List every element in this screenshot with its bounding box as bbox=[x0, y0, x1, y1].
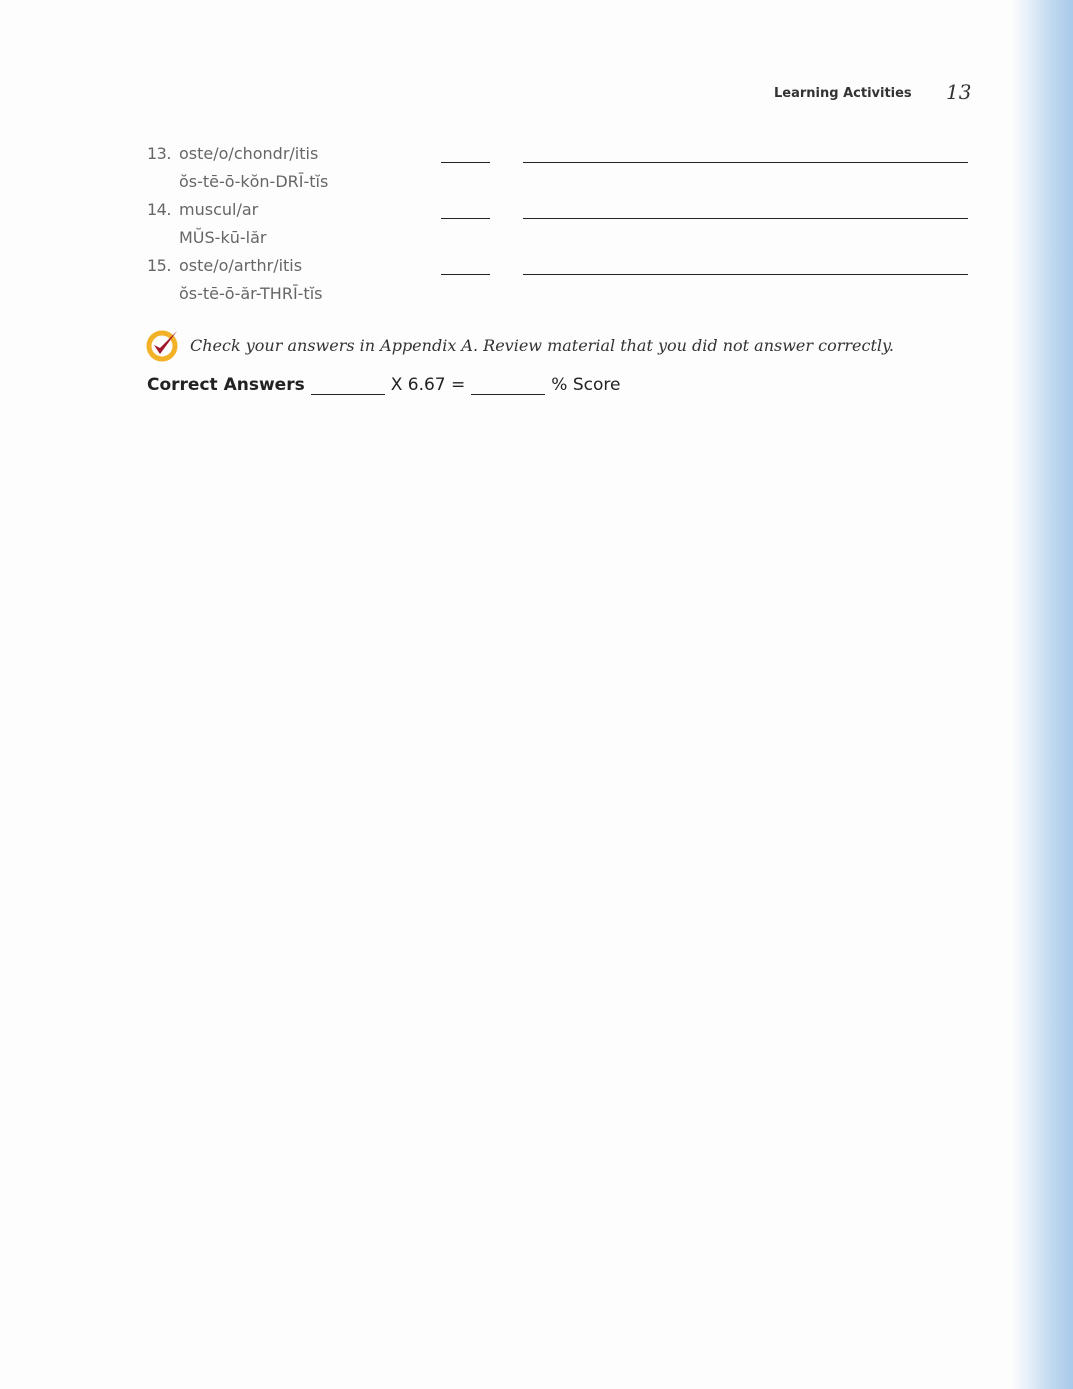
exercise-item bbox=[147, 197, 972, 253]
exercise-term: oste/o/arthr/itis bbox=[179, 256, 303, 275]
exercise-list bbox=[147, 141, 972, 309]
answer-blank-long[interactable] bbox=[523, 162, 968, 163]
exercise-number: 14. bbox=[147, 200, 171, 219]
answer-blank-long[interactable] bbox=[523, 274, 968, 275]
running-head-title: Learning Activities bbox=[774, 86, 912, 101]
exercise-term: muscul/ar bbox=[179, 200, 259, 219]
exercise-number: 13. bbox=[147, 144, 171, 163]
answer-blank-long[interactable] bbox=[523, 218, 968, 219]
score-suffix: % Score bbox=[551, 375, 621, 395]
exercise-item bbox=[147, 253, 972, 309]
check-answers-note bbox=[146, 328, 894, 362]
score-multiplier: X 6.67 = bbox=[390, 375, 466, 395]
check-answers-text: Check your answers in Appendix A. Review material that you did not answer correctly. bbox=[190, 335, 894, 355]
score-line bbox=[147, 375, 620, 395]
checkmark-icon bbox=[146, 328, 180, 362]
exercise-pronunciation: ŏs-tē-ō-ăr-THRĪ-tĭs bbox=[179, 284, 323, 303]
page-edge-gradient bbox=[1011, 0, 1073, 1389]
exercise-pronunciation: ŏs-tē-ō-kŏn-DRĪ-tĭs bbox=[179, 172, 329, 191]
score-result-blank[interactable] bbox=[471, 380, 545, 395]
exercise-term: oste/o/chondr/itis bbox=[179, 144, 319, 163]
answer-blank-short[interactable] bbox=[441, 218, 490, 219]
exercise-pronunciation: MŬS-kū-lăr bbox=[179, 228, 267, 247]
correct-answers-blank[interactable] bbox=[311, 380, 385, 395]
answer-blank-short[interactable] bbox=[441, 274, 490, 275]
answer-blank-short[interactable] bbox=[441, 162, 490, 163]
exercise-item bbox=[147, 141, 972, 197]
exercise-number: 15. bbox=[147, 256, 171, 275]
page-number: 13 bbox=[946, 80, 972, 104]
correct-answers-label: Correct Answers bbox=[147, 375, 305, 395]
